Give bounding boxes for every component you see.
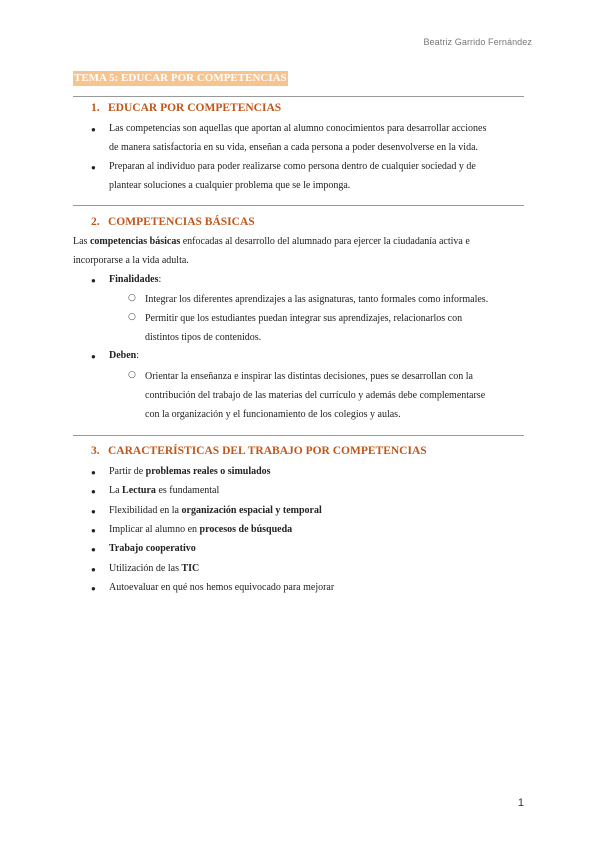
bullet-icon: ● [91,526,96,535]
list-item: Implicar al alumno en procesos de búsqueda [109,524,293,535]
list-item: Utilización de las TIC [109,563,200,574]
circle-bullet-icon: ○ [128,370,136,380]
label-deben: Deben: [109,350,140,361]
label-finalidades: Finalidades: [109,274,162,285]
list-item: Trabajo cooperativo [109,543,196,554]
text-line: contribución del trabajo de las materias del currículo y además debe complementarse [145,390,486,401]
section-number: 1. [91,102,100,114]
bullet-icon: ● [91,507,96,516]
document-title: TEMA 5: EDUCAR POR COMPETENCIAS [74,72,287,84]
section-number: 2. [91,216,100,228]
list-item: Partir de problemas reales o simulados [109,466,271,477]
divider [73,96,524,97]
text-line: plantear soluciones a cualquier problema que se le imponga. [109,180,351,191]
section-title: CARACTERÍSTICAS DEL TRABAJO POR COMPETENCIAS [108,445,427,457]
circle-bullet-icon: ○ [128,293,136,303]
text-line: Orientar la enseñanza e inspirar las distintas decisiones, pues se desarrollan con la [145,371,473,382]
list-item: Flexibilidad en la organización espacial y temporal [109,505,322,516]
text-line: Las competencias son aquellas que aportan al alumno conocimientos para desarrollar acciones [109,123,487,134]
bullet-icon: ● [91,352,96,361]
bullet-icon: ● [91,125,96,134]
bullet-icon: ● [91,565,96,574]
text-line: con la organización y el funcionamiento de los colegios y aulas. [145,409,401,420]
bullet-icon: ● [91,163,96,172]
bullet-icon: ● [91,584,96,593]
section-2-heading [91,216,255,228]
section-number: 3. [91,445,100,457]
section-title: EDUCAR POR COMPETENCIAS [108,102,282,114]
list-item: Autoevaluar en qué nos hemos equivocado para mejorar [109,582,335,593]
section-1-heading [91,102,281,114]
bullet-icon: ● [91,276,96,285]
text-line: Preparan al individuo para poder realizarse como persona dentro de cualquier sociedad y de [109,161,476,172]
section-title: COMPETENCIAS BÁSICAS [108,216,255,228]
author-name: Beatriz Garrido Fernández [423,37,532,47]
text-line: distintos tipos de contenidos. [145,332,262,343]
text-line: Permitir que los estudiantes puedan integrar sus aprendizajes, relacionarlos con [145,313,463,324]
text-line: incorporarse a la vida adulta. [73,255,189,266]
section-3-heading [91,445,427,457]
text-line: Integrar los diferentes aprendizajes a las asignaturas, tanto formales como informales. [145,294,489,305]
page-number: 1 [517,797,524,809]
circle-bullet-icon: ○ [128,312,136,322]
text-line: de manera satisfactoria en su vida, enseñan a cada persona a poder desenvolverse en la vida. [109,142,479,153]
divider [73,205,524,206]
bullet-icon: ● [91,487,96,496]
text-line: Las competencias básicas enfocadas al desarrollo del alumnado para ejercer la ciudadanía activa e [73,236,470,247]
divider [73,435,524,436]
bullet-icon: ● [91,545,96,554]
bullet-icon: ● [91,468,96,477]
list-item: La Lectura es fundamental [109,485,220,496]
